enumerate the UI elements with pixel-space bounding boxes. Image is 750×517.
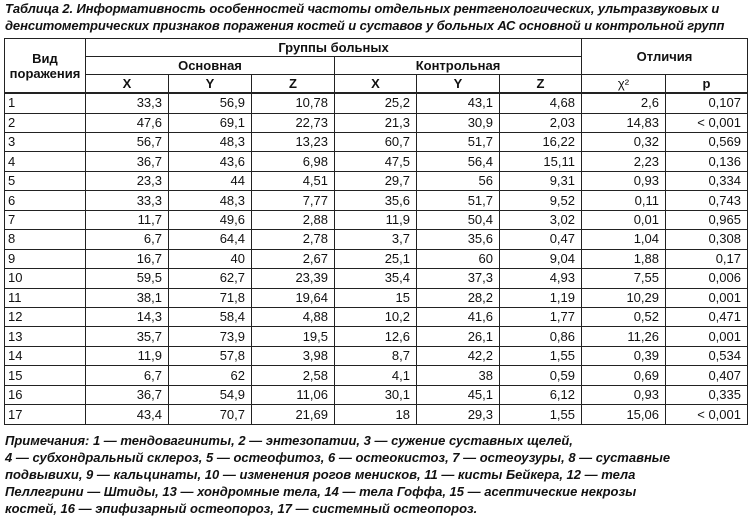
table-row [5,113,748,132]
cell-control-z: 15,11 [500,152,582,171]
row-number: 5 [5,171,86,190]
cell-main-z: 19,5 [252,327,335,346]
cell-main-z: 23,39 [252,269,335,288]
cell-control-z: 9,04 [500,249,582,268]
cell-control-x: 21,3 [335,113,417,132]
cell-control-x: 60,7 [335,132,417,151]
cell-control-x: 12,6 [335,327,417,346]
cell-control-x: 35,6 [335,191,417,210]
cell-main-x: 11,9 [86,346,169,365]
cell-chi-square: 2,23 [582,152,666,171]
cell-chi-square: 0,39 [582,346,666,365]
cell-chi-square: 15,06 [582,405,666,425]
cell-main-y: 54,9 [169,385,252,404]
cell-chi-square: 0,52 [582,308,666,327]
table-notes [5,432,745,517]
cell-main-z: 2,67 [252,249,335,268]
cell-control-y: 29,3 [417,405,500,425]
header-main-y: Y [169,75,252,94]
cell-control-x: 8,7 [335,346,417,365]
header-main-z: Z [252,75,335,94]
row-number: 4 [5,152,86,171]
note-line: Пеллегрини — Штиды, 13 — хондромные тела, 14 — тела Гоффа, 15 — асептические некрозы [5,484,637,499]
cell-control-y: 30,9 [417,113,500,132]
cell-main-x: 6,7 [86,230,169,249]
cell-main-z: 19,64 [252,288,335,307]
cell-main-y: 64,4 [169,230,252,249]
cell-control-x: 29,7 [335,171,417,190]
cell-p-value: < 0,001 [666,405,748,425]
cell-p-value: 0,107 [666,93,748,113]
cell-main-x: 16,7 [86,249,169,268]
row-number: 15 [5,366,86,385]
header-control-group: Контрольная [335,57,582,75]
caption-line: Таблица 2. Информативность особенностей частоты отдельных рентгенологических, ультразвуковых и [5,1,720,16]
cell-main-x: 6,7 [86,366,169,385]
cell-chi-square: 7,55 [582,269,666,288]
header-p-value: p [666,75,748,94]
cell-control-z: 1,55 [500,405,582,425]
cell-main-x: 33,3 [86,93,169,113]
cell-control-x: 47,5 [335,152,417,171]
table-body [5,93,748,425]
cell-control-x: 11,9 [335,210,417,229]
caption-line: денситометрических признаков поражения костей и суставов у больных АС основной и контрольной групп [5,18,725,33]
table-row [5,385,748,404]
cell-control-x: 4,1 [335,366,417,385]
table-row [5,346,748,365]
cell-control-y: 35,6 [417,230,500,249]
data-table [4,38,748,425]
cell-control-y: 56,4 [417,152,500,171]
cell-control-y: 51,7 [417,132,500,151]
table-row [5,210,748,229]
table-caption [5,0,747,34]
row-number: 11 [5,288,86,307]
cell-main-x: 23,3 [86,171,169,190]
cell-main-z: 4,88 [252,308,335,327]
cell-control-z: 16,22 [500,132,582,151]
cell-control-z: 4,93 [500,269,582,288]
cell-chi-square: 1,04 [582,230,666,249]
cell-main-z: 4,51 [252,171,335,190]
cell-control-y: 37,3 [417,269,500,288]
cell-p-value: 0,308 [666,230,748,249]
row-number: 1 [5,93,86,113]
cell-control-z: 9,52 [500,191,582,210]
table-row [5,405,748,425]
cell-control-y: 42,2 [417,346,500,365]
cell-main-y: 44 [169,171,252,190]
cell-p-value: 0,534 [666,346,748,365]
cell-chi-square: 11,26 [582,327,666,346]
cell-main-y: 58,4 [169,308,252,327]
table-row [5,152,748,171]
cell-control-y: 26,1 [417,327,500,346]
cell-control-z: 1,55 [500,346,582,365]
cell-main-y: 43,6 [169,152,252,171]
cell-control-z: 3,02 [500,210,582,229]
cell-p-value: < 0,001 [666,113,748,132]
cell-control-z: 1,77 [500,308,582,327]
cell-control-x: 25,1 [335,249,417,268]
table-row [5,230,748,249]
cell-main-y: 56,9 [169,93,252,113]
cell-p-value: 0,334 [666,171,748,190]
header-main-group: Основная [86,57,335,75]
cell-main-z: 7,77 [252,191,335,210]
cell-main-x: 35,7 [86,327,169,346]
cell-main-x: 36,7 [86,385,169,404]
cell-main-y: 48,3 [169,191,252,210]
cell-p-value: 0,965 [666,210,748,229]
cell-main-x: 14,3 [86,308,169,327]
header-diff: Отличия [582,39,748,75]
cell-main-y: 70,7 [169,405,252,425]
cell-control-z: 9,31 [500,171,582,190]
cell-p-value: 0,743 [666,191,748,210]
row-number: 2 [5,113,86,132]
cell-p-value: 0,471 [666,308,748,327]
table-row [5,93,748,113]
row-number: 12 [5,308,86,327]
cell-main-y: 71,8 [169,288,252,307]
cell-control-x: 18 [335,405,417,425]
cell-p-value: 0,569 [666,132,748,151]
cell-control-y: 50,4 [417,210,500,229]
cell-main-x: 47,6 [86,113,169,132]
cell-main-z: 10,78 [252,93,335,113]
cell-main-y: 62 [169,366,252,385]
cell-control-y: 28,2 [417,288,500,307]
cell-main-z: 2,58 [252,366,335,385]
cell-control-z: 4,68 [500,93,582,113]
table-row [5,171,748,190]
cell-main-z: 11,06 [252,385,335,404]
cell-main-x: 43,4 [86,405,169,425]
cell-control-z: 2,03 [500,113,582,132]
cell-control-y: 51,7 [417,191,500,210]
cell-control-y: 56 [417,171,500,190]
cell-control-z: 0,47 [500,230,582,249]
cell-main-y: 69,1 [169,113,252,132]
cell-chi-square: 0,32 [582,132,666,151]
cell-chi-square: 0,93 [582,385,666,404]
cell-control-x: 3,7 [335,230,417,249]
cell-control-x: 25,2 [335,93,417,113]
row-number: 14 [5,346,86,365]
cell-p-value: 0,001 [666,327,748,346]
table-row [5,327,748,346]
cell-control-x: 30,1 [335,385,417,404]
cell-main-z: 13,23 [252,132,335,151]
cell-chi-square: 0,11 [582,191,666,210]
cell-control-z: 1,19 [500,288,582,307]
cell-p-value: 0,17 [666,249,748,268]
note-line: 4 — субхондральный склероз, 5 — остеофитоз, 6 — остеокистоз, 7 — остеоузуры, 8 — суставные [5,450,671,465]
table-row [5,269,748,288]
table-row [5,191,748,210]
cell-control-y: 38 [417,366,500,385]
table-row [5,249,748,268]
cell-main-z: 2,88 [252,210,335,229]
note-line: Примечания: 1 — тендовагиниты, 2 — энтезопатии, 3 — сужение суставных щелей, [5,433,573,448]
cell-chi-square: 14,83 [582,113,666,132]
cell-main-y: 57,8 [169,346,252,365]
cell-main-x: 11,7 [86,210,169,229]
cell-main-x: 38,1 [86,288,169,307]
cell-control-y: 45,1 [417,385,500,404]
cell-p-value: 0,006 [666,269,748,288]
cell-main-x: 36,7 [86,152,169,171]
row-number: 8 [5,230,86,249]
cell-p-value: 0,136 [666,152,748,171]
cell-chi-square: 10,29 [582,288,666,307]
header-groups: Группы больных [86,39,582,57]
header-chi-square: χ² [582,75,666,94]
cell-main-z: 22,73 [252,113,335,132]
header-control-z: Z [500,75,582,94]
cell-main-z: 6,98 [252,152,335,171]
cell-control-x: 10,2 [335,308,417,327]
cell-main-z: 2,78 [252,230,335,249]
row-number: 3 [5,132,86,151]
row-number: 7 [5,210,86,229]
header-main-x: X [86,75,169,94]
cell-chi-square: 2,6 [582,93,666,113]
cell-main-y: 62,7 [169,269,252,288]
cell-p-value: 0,335 [666,385,748,404]
table-row [5,288,748,307]
row-number: 10 [5,269,86,288]
cell-control-z: 6,12 [500,385,582,404]
cell-chi-square: 1,88 [582,249,666,268]
cell-main-y: 73,9 [169,327,252,346]
cell-main-x: 33,3 [86,191,169,210]
cell-main-y: 40 [169,249,252,268]
row-number: 6 [5,191,86,210]
cell-main-y: 49,6 [169,210,252,229]
cell-main-x: 59,5 [86,269,169,288]
cell-control-z: 0,59 [500,366,582,385]
row-number: 9 [5,249,86,268]
header-kind: Вид поражения [5,39,86,94]
cell-chi-square: 0,01 [582,210,666,229]
cell-control-y: 43,1 [417,93,500,113]
cell-main-z: 21,69 [252,405,335,425]
cell-chi-square: 0,93 [582,171,666,190]
cell-main-x: 56,7 [86,132,169,151]
cell-control-x: 35,4 [335,269,417,288]
note-line: костей, 16 — эпифизарный остеопороз, 17 — системный остеопороз. [5,501,478,516]
cell-chi-square: 0,69 [582,366,666,385]
cell-control-x: 15 [335,288,417,307]
table-row [5,132,748,151]
row-number: 17 [5,405,86,425]
row-number: 16 [5,385,86,404]
cell-main-y: 48,3 [169,132,252,151]
header-control-x: X [335,75,417,94]
header-control-y: Y [417,75,500,94]
cell-control-z: 0,86 [500,327,582,346]
note-line: подвывихи, 9 — кальцинаты, 10 — изменения рогов менисков, 11 — кисты Бейкера, 12 — тела [5,467,636,482]
table-row [5,308,748,327]
cell-control-y: 60 [417,249,500,268]
cell-control-y: 41,6 [417,308,500,327]
cell-p-value: 0,407 [666,366,748,385]
cell-p-value: 0,001 [666,288,748,307]
row-number: 13 [5,327,86,346]
cell-main-z: 3,98 [252,346,335,365]
table-row [5,366,748,385]
